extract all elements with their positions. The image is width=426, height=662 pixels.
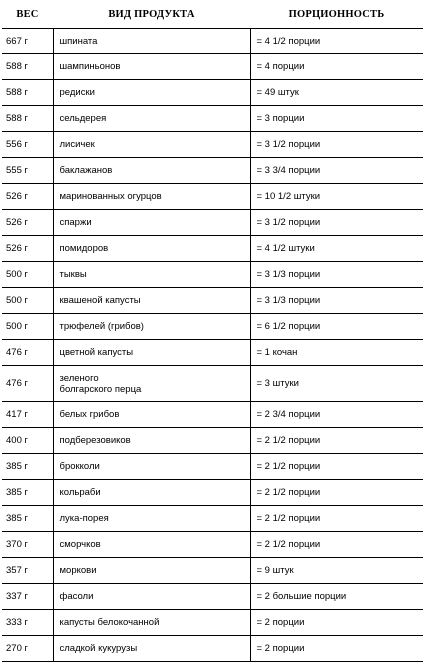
table-row xyxy=(2,402,423,428)
table-row xyxy=(2,288,423,314)
cell-product xyxy=(53,506,250,532)
cell-portion: = 2 1/2 порции xyxy=(250,454,423,480)
product-line: брокколи xyxy=(59,461,100,472)
product-line: кольраби xyxy=(59,487,101,498)
table-row xyxy=(2,532,423,558)
cell-portion: = 2 1/2 порции xyxy=(250,532,423,558)
cell-product xyxy=(53,80,250,106)
product-line: тыквы xyxy=(59,269,87,280)
table-row xyxy=(2,314,423,340)
product-line: зеленого xyxy=(59,372,99,384)
cell-product xyxy=(53,480,250,506)
header-product: ВИД ПРОДУКТА xyxy=(108,8,195,20)
cell-product xyxy=(53,288,250,314)
cell-portion: = 49 штук xyxy=(250,80,423,106)
cell-product xyxy=(53,54,250,80)
cell-weight: 588 г xyxy=(2,106,53,132)
cell-weight: 555 г xyxy=(2,158,53,184)
cell-weight: 500 г xyxy=(2,262,53,288)
cell-portion: = 1 кочан xyxy=(250,340,423,366)
cell-weight: 588 г xyxy=(2,54,53,80)
cell-portion: = 4 порции xyxy=(250,54,423,80)
header-portion: ПОРЦИОННОСТЬ xyxy=(288,8,385,20)
table-body xyxy=(2,29,423,662)
cell-weight: 357 г xyxy=(2,558,53,584)
table-row xyxy=(2,262,423,288)
product-line: лисичек xyxy=(59,139,95,150)
product-line: шампиньонов xyxy=(59,61,121,72)
table-row xyxy=(2,236,423,262)
cell-weight: 400 г xyxy=(2,428,53,454)
cell-product xyxy=(53,454,250,480)
cell-product xyxy=(53,340,250,366)
product-line: шпината xyxy=(59,35,98,47)
cell-product xyxy=(53,402,250,428)
cell-product xyxy=(53,610,250,636)
cell-product xyxy=(53,210,250,236)
cell-weight: 385 г xyxy=(2,454,53,480)
table-row xyxy=(2,29,423,54)
table-row xyxy=(2,428,423,454)
table-row xyxy=(2,80,423,106)
product-line: квашеной капусты xyxy=(59,295,141,306)
cell-portion: = 3 3/4 порции xyxy=(250,158,423,184)
table-row xyxy=(2,54,423,80)
cell-portion: = 2 1/2 порции xyxy=(250,428,423,454)
cell-weight: 556 г xyxy=(2,132,53,158)
cell-weight: 333 г xyxy=(2,610,53,636)
table-row xyxy=(2,106,423,132)
cell-portion: = 2 порции xyxy=(250,610,423,636)
cell-weight: 370 г xyxy=(2,532,53,558)
product-line: сладкой кукурузы xyxy=(59,643,138,654)
cell-product xyxy=(53,262,250,288)
product-line: лука-порея xyxy=(59,513,109,524)
table-row xyxy=(2,454,423,480)
product-line: спаржи xyxy=(59,217,92,228)
header-row xyxy=(2,0,423,29)
cell-product xyxy=(53,366,250,402)
table-row xyxy=(2,158,423,184)
cell-portion: = 2 порции xyxy=(250,636,423,662)
cell-weight: 526 г xyxy=(2,236,53,262)
cell-portion: = 4 1/2 штуки xyxy=(250,236,423,262)
product-line: цветной капусты xyxy=(59,347,134,358)
product-line: баклажанов xyxy=(59,165,113,176)
cell-weight: 500 г xyxy=(2,288,53,314)
cell-weight: 588 г xyxy=(2,80,53,106)
product-line: болгарского перца xyxy=(59,383,142,395)
cell-portion: = 2 1/2 порции xyxy=(250,480,423,506)
cell-portion: = 4 1/2 порции xyxy=(250,29,423,54)
table-row xyxy=(2,132,423,158)
product-line: редиски xyxy=(59,87,95,98)
cell-weight: 526 г xyxy=(2,210,53,236)
table-row xyxy=(2,366,423,402)
cell-portion: = 3 порции xyxy=(250,106,423,132)
cell-product xyxy=(53,428,250,454)
cell-product xyxy=(53,184,250,210)
table-row xyxy=(2,506,423,532)
cell-product xyxy=(53,314,250,340)
cell-weight: 417 г xyxy=(2,402,53,428)
cell-portion: = 3 1/2 порции xyxy=(250,210,423,236)
product-line: моркови xyxy=(59,565,97,576)
cell-weight: 270 г xyxy=(2,636,53,662)
cell-weight: 476 г xyxy=(2,366,53,402)
product-line: маринованных огурцов xyxy=(59,191,162,202)
product-line: подберезовиков xyxy=(59,435,131,446)
cell-product xyxy=(53,532,250,558)
table-row xyxy=(2,584,423,610)
cell-portion: = 2 3/4 порции xyxy=(250,402,423,428)
product-line: трюфелей (грибов) xyxy=(59,321,144,332)
cell-weight: 385 г xyxy=(2,506,53,532)
product-line: фасоли xyxy=(59,591,94,602)
cell-portion: = 3 1/3 порции xyxy=(250,288,423,314)
product-line: капусты белокочанной xyxy=(59,617,160,628)
table-row xyxy=(2,340,423,366)
table-row xyxy=(2,480,423,506)
cell-portion: = 3 1/3 порции xyxy=(250,262,423,288)
table-row xyxy=(2,610,423,636)
cell-weight: 526 г xyxy=(2,184,53,210)
table-header xyxy=(2,0,423,29)
cell-weight: 476 г xyxy=(2,340,53,366)
cell-portion: = 3 штуки xyxy=(250,366,423,402)
cell-portion: = 6 1/2 порции xyxy=(250,314,423,340)
cell-product xyxy=(53,584,250,610)
portions-table xyxy=(2,0,423,662)
table-row xyxy=(2,210,423,236)
cell-weight: 500 г xyxy=(2,314,53,340)
cell-product xyxy=(53,158,250,184)
header-weight: ВЕС xyxy=(16,8,39,20)
product-line: белых грибов xyxy=(59,409,120,420)
cell-weight: 667 г xyxy=(2,29,53,54)
cell-weight: 337 г xyxy=(2,584,53,610)
cell-portion: = 10 1/2 штуки xyxy=(250,184,423,210)
cell-product xyxy=(53,558,250,584)
cell-product xyxy=(53,236,250,262)
product-line: сморчков xyxy=(59,539,101,550)
table-row xyxy=(2,558,423,584)
product-line: помидоров xyxy=(59,243,109,254)
cell-portion: = 9 штук xyxy=(250,558,423,584)
table-row xyxy=(2,636,423,662)
table-row xyxy=(2,184,423,210)
cell-portion: = 2 большие порции xyxy=(250,584,423,610)
cell-portion: = 3 1/2 порции xyxy=(250,132,423,158)
cell-weight: 385 г xyxy=(2,480,53,506)
cell-product xyxy=(53,636,250,662)
product-line: сельдерея xyxy=(59,113,107,124)
cell-product xyxy=(53,29,250,54)
cell-product xyxy=(53,132,250,158)
cell-product xyxy=(53,106,250,132)
cell-portion: = 2 1/2 порции xyxy=(250,506,423,532)
